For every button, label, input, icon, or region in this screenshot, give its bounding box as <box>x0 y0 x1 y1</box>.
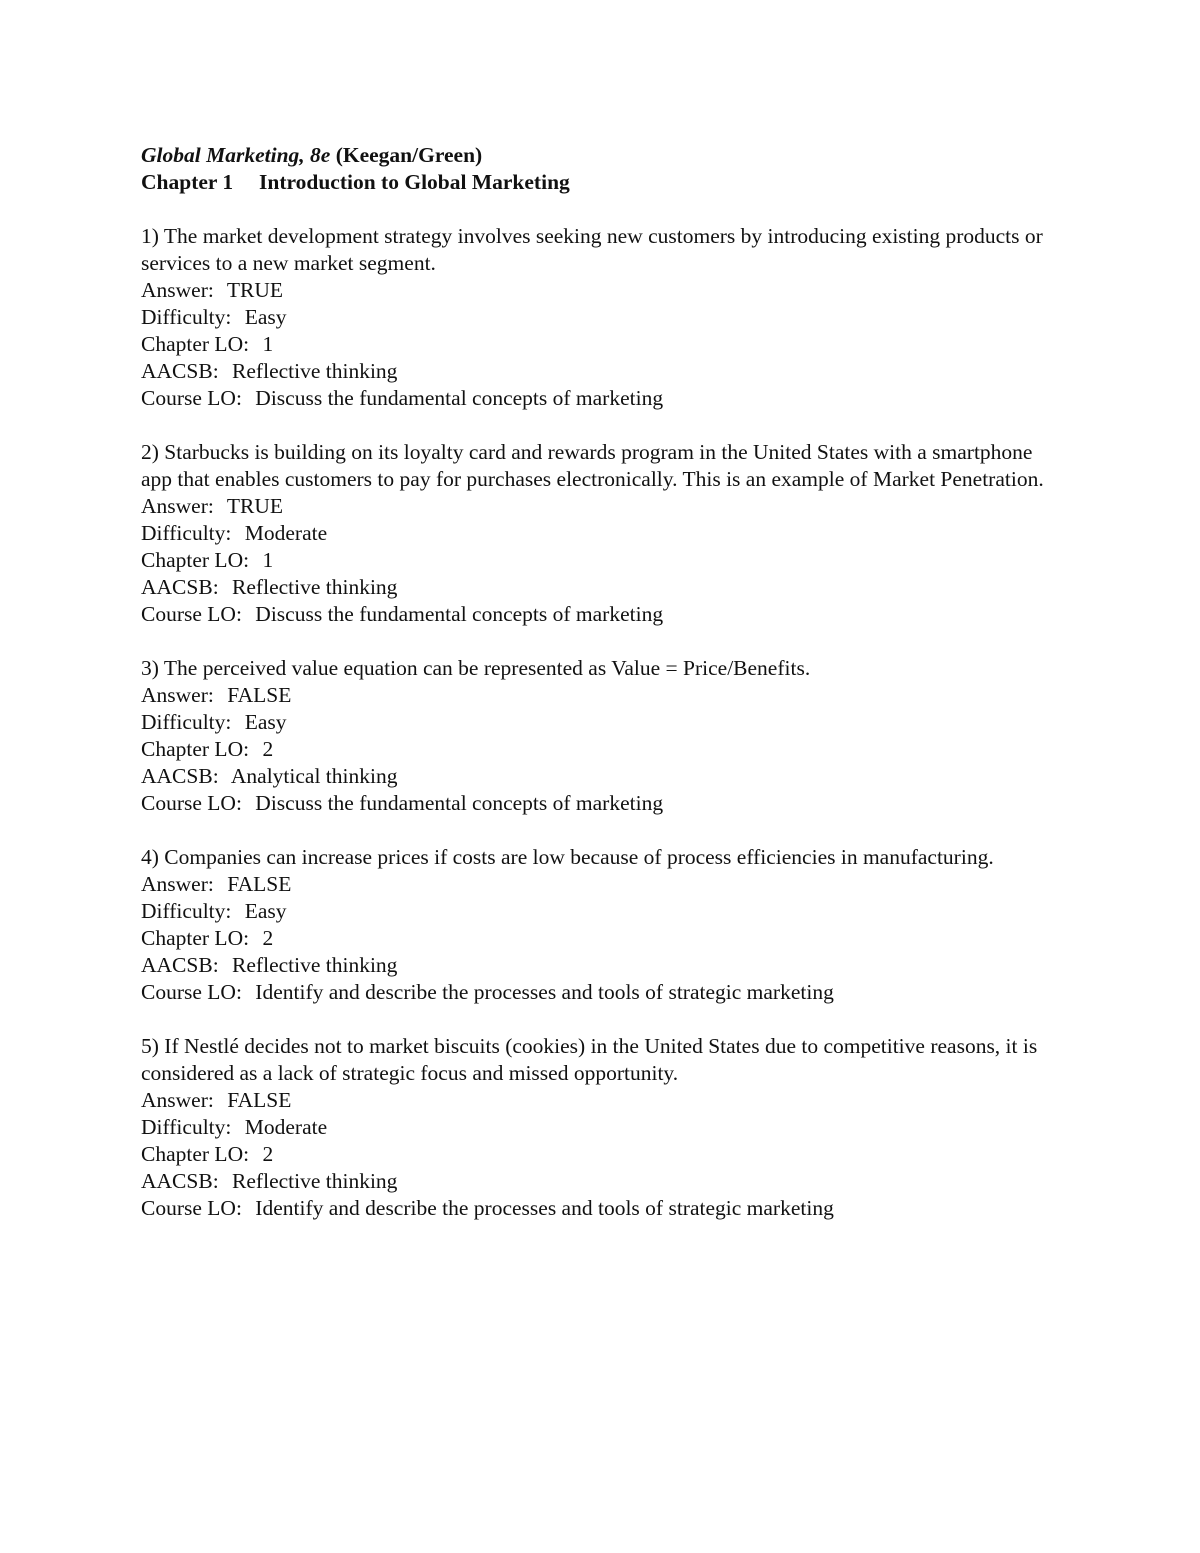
answer-row <box>141 871 1071 898</box>
aacsb-value: Reflective thinking <box>232 953 398 977</box>
question-3 <box>141 655 1071 817</box>
document-content <box>141 142 1071 1222</box>
chapter-lo-label: Chapter LO: <box>141 332 250 356</box>
answer-value: TRUE <box>226 494 283 518</box>
course-lo-label: Course LO: <box>141 386 242 410</box>
aacsb-value: Analytical thinking <box>230 764 398 788</box>
spacer <box>141 196 1071 223</box>
course-lo-value: Discuss the fundamental concepts of marketing <box>255 791 664 815</box>
question-text: 1) The market development strategy involves seeking new customers by introducing existing products or services to a new market segment. <box>141 224 1043 275</box>
question-5 <box>141 1033 1071 1222</box>
question-text: 3) The perceived value equation can be represented as Value = Price/Benefits. <box>141 656 811 680</box>
spacer <box>141 628 1071 655</box>
course-lo-label: Course LO: <box>141 791 242 815</box>
answer-label: Answer: <box>141 494 214 518</box>
course-lo-row <box>141 601 1071 628</box>
spacer <box>141 1006 1071 1033</box>
course-lo-row <box>141 1195 1071 1222</box>
course-lo-value: Identify and describe the processes and tools of strategic marketing <box>255 980 834 1004</box>
aacsb-label: AACSB: <box>141 953 219 977</box>
difficulty-label: Difficulty: <box>141 305 232 329</box>
course-lo-value: Identify and describe the processes and tools of strategic marketing <box>255 1196 834 1220</box>
chapter-lo-row <box>141 547 1071 574</box>
difficulty-row <box>141 1114 1071 1141</box>
aacsb-label: AACSB: <box>141 1169 219 1193</box>
answer-label: Answer: <box>141 278 214 302</box>
aacsb-label: AACSB: <box>141 575 219 599</box>
chapter-lo-label: Chapter LO: <box>141 926 250 950</box>
difficulty-label: Difficulty: <box>141 710 232 734</box>
chapter-lo-row <box>141 1141 1071 1168</box>
question-text: 4) Companies can increase prices if costs are low because of process efficiencies in manufacturing. <box>141 845 994 869</box>
book-authors: (Keegan/Green) <box>335 143 483 167</box>
chapter-lo-label: Chapter LO: <box>141 548 250 572</box>
course-lo-row <box>141 979 1071 1006</box>
chapter-header <box>141 169 1071 196</box>
course-lo-row <box>141 385 1071 412</box>
spacer <box>141 817 1071 844</box>
answer-value: FALSE <box>227 1088 292 1112</box>
difficulty-value: Moderate <box>244 521 328 545</box>
chapter-lo-value: 2 <box>262 926 274 950</box>
aacsb-row <box>141 1168 1071 1195</box>
aacsb-value: Reflective thinking <box>232 359 398 383</box>
answer-label: Answer: <box>141 1088 214 1112</box>
question-text: 5) If Nestlé decides not to market biscuits (cookies) in the United States due to competitive reasons, it is considered as a lack of strategic focus and missed opportunity. <box>141 1034 1038 1085</box>
book-title: Global Marketing, 8e <box>141 143 331 167</box>
answer-value: TRUE <box>226 278 283 302</box>
difficulty-value: Easy <box>244 305 287 329</box>
course-lo-value: Discuss the fundamental concepts of marketing <box>255 602 664 626</box>
difficulty-value: Moderate <box>244 1115 328 1139</box>
course-lo-label: Course LO: <box>141 1196 242 1220</box>
chapter-lo-label: Chapter LO: <box>141 1142 250 1166</box>
chapter-lo-row <box>141 736 1071 763</box>
aacsb-row <box>141 358 1071 385</box>
answer-row <box>141 493 1071 520</box>
difficulty-value: Easy <box>244 710 287 734</box>
answer-value: FALSE <box>227 872 292 896</box>
chapter-lo-value: 1 <box>262 332 274 356</box>
chapter-title: Introduction to Global Marketing <box>259 170 570 194</box>
aacsb-value: Reflective thinking <box>232 1169 398 1193</box>
difficulty-value: Easy <box>244 899 287 923</box>
question-1 <box>141 223 1071 412</box>
difficulty-row <box>141 709 1071 736</box>
aacsb-row <box>141 952 1071 979</box>
aacsb-label: AACSB: <box>141 764 219 788</box>
chapter-lo-row <box>141 925 1071 952</box>
aacsb-row <box>141 574 1071 601</box>
aacsb-label: AACSB: <box>141 359 219 383</box>
course-lo-value: Discuss the fundamental concepts of marketing <box>255 386 664 410</box>
difficulty-row <box>141 304 1071 331</box>
question-4 <box>141 844 1071 1006</box>
book-header <box>141 142 1071 169</box>
chapter-number: Chapter 1 <box>141 170 234 194</box>
chapter-lo-row <box>141 331 1071 358</box>
difficulty-label: Difficulty: <box>141 1115 232 1139</box>
chapter-lo-label: Chapter LO: <box>141 737 250 761</box>
answer-row <box>141 277 1071 304</box>
chapter-lo-value: 1 <box>262 548 274 572</box>
aacsb-row <box>141 763 1071 790</box>
question-text: 2) Starbucks is building on its loyalty card and rewards program in the United States with a smartphone app that enables customers to pay for purchases electronically. This is an example of Market Penetration. <box>141 440 1044 491</box>
course-lo-row <box>141 790 1071 817</box>
difficulty-row <box>141 898 1071 925</box>
spacer <box>141 412 1071 439</box>
difficulty-label: Difficulty: <box>141 899 232 923</box>
difficulty-row <box>141 520 1071 547</box>
answer-row <box>141 682 1071 709</box>
aacsb-value: Reflective thinking <box>232 575 398 599</box>
answer-label: Answer: <box>141 872 214 896</box>
chapter-lo-value: 2 <box>262 737 274 761</box>
answer-row <box>141 1087 1071 1114</box>
question-2 <box>141 439 1071 628</box>
chapter-lo-value: 2 <box>262 1142 274 1166</box>
answer-value: FALSE <box>227 683 292 707</box>
course-lo-label: Course LO: <box>141 980 242 1004</box>
answer-label: Answer: <box>141 683 214 707</box>
difficulty-label: Difficulty: <box>141 521 232 545</box>
course-lo-label: Course LO: <box>141 602 242 626</box>
